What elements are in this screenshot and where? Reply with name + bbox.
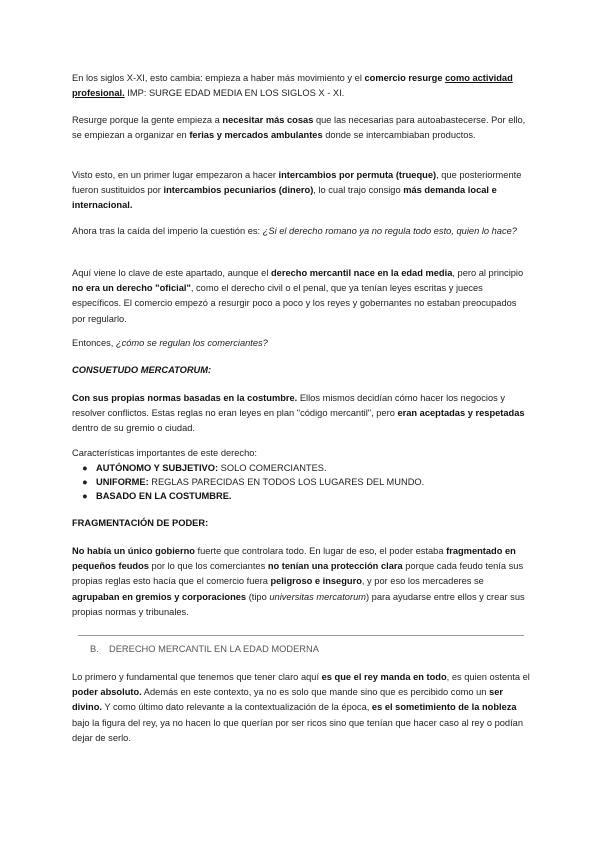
bold-text: BASADO EN LA COSTUMBRE. bbox=[96, 491, 232, 502]
text: Visto esto, en un primer lugar empezaron a hacer bbox=[72, 170, 279, 180]
italic-text: ¿cómo se regulan los comerciantes? bbox=[115, 338, 268, 348]
text: Y como último dato relevante a la contextualización de la época, bbox=[101, 702, 372, 713]
text: REGLAS PARECIDAS EN TODOS LOS LUGARES DEL MUNDO. bbox=[148, 477, 425, 488]
list-item bbox=[72, 489, 532, 503]
text: , pero al principio bbox=[452, 268, 524, 278]
heading-consuetudo: CONSUETUDO MERCATORUM: bbox=[72, 365, 212, 375]
text: bajo la figura del rey, ya no hacen lo que querían por ser ricos sino que tenían que hacer caso al rey o podían dejar de serlo. bbox=[72, 717, 524, 743]
text: , es quien ostenta el bbox=[446, 672, 530, 682]
text: ) para ayudarse entre ellos y crear sus propias normas y tribunales. bbox=[72, 591, 525, 617]
paragraph-derecho-mercantil bbox=[72, 266, 532, 327]
bold-text: poder absoluto. bbox=[72, 687, 142, 698]
text: que las necesarias para autoabastecerse. Por ello, se empiezan a organizar en bbox=[72, 115, 526, 141]
bold-underlined-text: como actividad profesional. bbox=[72, 73, 513, 99]
bold-text: no era un derecho "oficial" bbox=[72, 283, 191, 294]
text: Aquí viene lo clave de este apartado, aunque el bbox=[72, 268, 271, 278]
bold-text: peligroso e inseguro bbox=[270, 576, 362, 587]
bold-text: intercambios pecuniarios (dinero) bbox=[163, 185, 314, 196]
heading-fragmentacion: FRAGMENTACIÓN DE PODER: bbox=[72, 518, 209, 528]
text: donde se intercambiaban productos. bbox=[322, 130, 476, 141]
bold-text: derecho mercantil nace en la edad media bbox=[271, 268, 453, 278]
text: SOLO COMERCIANTES. bbox=[218, 463, 327, 473]
italic-text: ¿Si el derecho romano ya no regula todo esto, quien lo hace? bbox=[262, 226, 517, 236]
text: Resurge porque la gente empieza a bbox=[72, 115, 223, 125]
paragraph-rey bbox=[72, 670, 532, 746]
section-divider bbox=[78, 635, 524, 636]
bold-text: Con sus propias normas basadas en la costumbre. bbox=[72, 393, 298, 403]
text: porque cada feudo tenía sus propias reglas esto hacía que el comercio fuera bbox=[72, 561, 524, 587]
bold-text: eran aceptadas y respetadas bbox=[397, 408, 525, 419]
paragraph-entonces bbox=[72, 336, 532, 351]
characteristics-list bbox=[72, 461, 532, 504]
text: , que posteriormente fueron sustituidos por bbox=[72, 170, 522, 196]
paragraph-intercambios bbox=[72, 168, 532, 214]
text: En los siglos X-XI, esto cambia: empieza a haber más movimiento y el bbox=[72, 73, 365, 83]
bold-text: fragmentado en pequeños feudos bbox=[72, 546, 516, 572]
bold-text: no tenían una protección clara bbox=[267, 561, 403, 572]
bold-text: es el sometimiento de la nobleza bbox=[371, 702, 517, 713]
list-item bbox=[72, 461, 532, 475]
paragraph-costumbre bbox=[72, 391, 532, 437]
text: Entonces, bbox=[72, 338, 116, 348]
italic-text: universitas mercatorum bbox=[269, 591, 366, 602]
text: dentro de su gremio o ciudad. bbox=[72, 423, 196, 434]
text: Ahora tras la caída del imperio la cuestión es: bbox=[72, 226, 263, 236]
list-item bbox=[72, 475, 532, 489]
section-heading-b bbox=[90, 642, 319, 656]
text: IMP: SURGE EDAD MEDIA EN LOS SIGLOS X - XI. bbox=[124, 88, 345, 99]
bold-text: es que el rey manda en todo bbox=[321, 672, 447, 682]
text: Además en este contexto, ya no es solo que mande sino que es percibido como un bbox=[141, 687, 490, 698]
text: (tipo bbox=[246, 591, 270, 602]
paragraph-fragmentacion bbox=[72, 544, 532, 620]
bold-text: necesitar más cosas bbox=[222, 115, 314, 125]
paragraph-siglos bbox=[72, 71, 532, 101]
bold-text: No había un único gobierno bbox=[72, 546, 195, 556]
text: por lo que los comerciantes bbox=[148, 561, 268, 572]
bold-text: intercambios por permuta (trueque) bbox=[278, 170, 437, 180]
section-letter: B. bbox=[90, 644, 99, 654]
bold-text: comercio resurge bbox=[364, 73, 443, 83]
paragraph-cuestion bbox=[72, 224, 532, 239]
paragraph-caracteristicas: Características importantes de este derecho: bbox=[72, 448, 257, 458]
text: , y por eso los mercaderes se bbox=[361, 576, 484, 587]
section-title: DERECHO MERCANTIL EN LA EDAD MODERNA bbox=[109, 644, 319, 654]
text: Lo primero y fundamental que tenemos que tener claro aquí bbox=[72, 672, 322, 682]
text: , como el derecho civil o el penal, que ya tenían leyes escritas y jueces específicos. El comercio empezó a resurgir poco a poco y los reyes y gobernantes no estaban preocupados por regularlo. bbox=[72, 283, 517, 324]
bullet-icon: ● bbox=[82, 477, 88, 488]
text: fuerte que controlara todo. En lugar de eso, el poder estaba bbox=[194, 546, 447, 556]
bold-text: AUTÓNOMO Y SUBJETIVO: bbox=[96, 463, 219, 473]
bullet-icon: ● bbox=[82, 491, 88, 502]
bold-text: ferias y mercados ambulantes bbox=[189, 130, 323, 141]
text: Ellos mismos decidían cómo hacer los negocios y resolver conflictos. Estas reglas no eran leyes en plan "código mercantil", pero bbox=[72, 393, 505, 419]
bold-text: UNIFORME: bbox=[96, 477, 149, 488]
bold-text: más demanda local e internacional. bbox=[72, 185, 497, 211]
text: , lo cual trajo consigo bbox=[313, 185, 404, 196]
bold-text: ser divino. bbox=[72, 687, 504, 713]
paragraph-resurge bbox=[72, 113, 532, 143]
bullet-icon: ● bbox=[82, 463, 88, 473]
bold-text: agrupaban en gremios y corporaciones bbox=[72, 591, 247, 602]
